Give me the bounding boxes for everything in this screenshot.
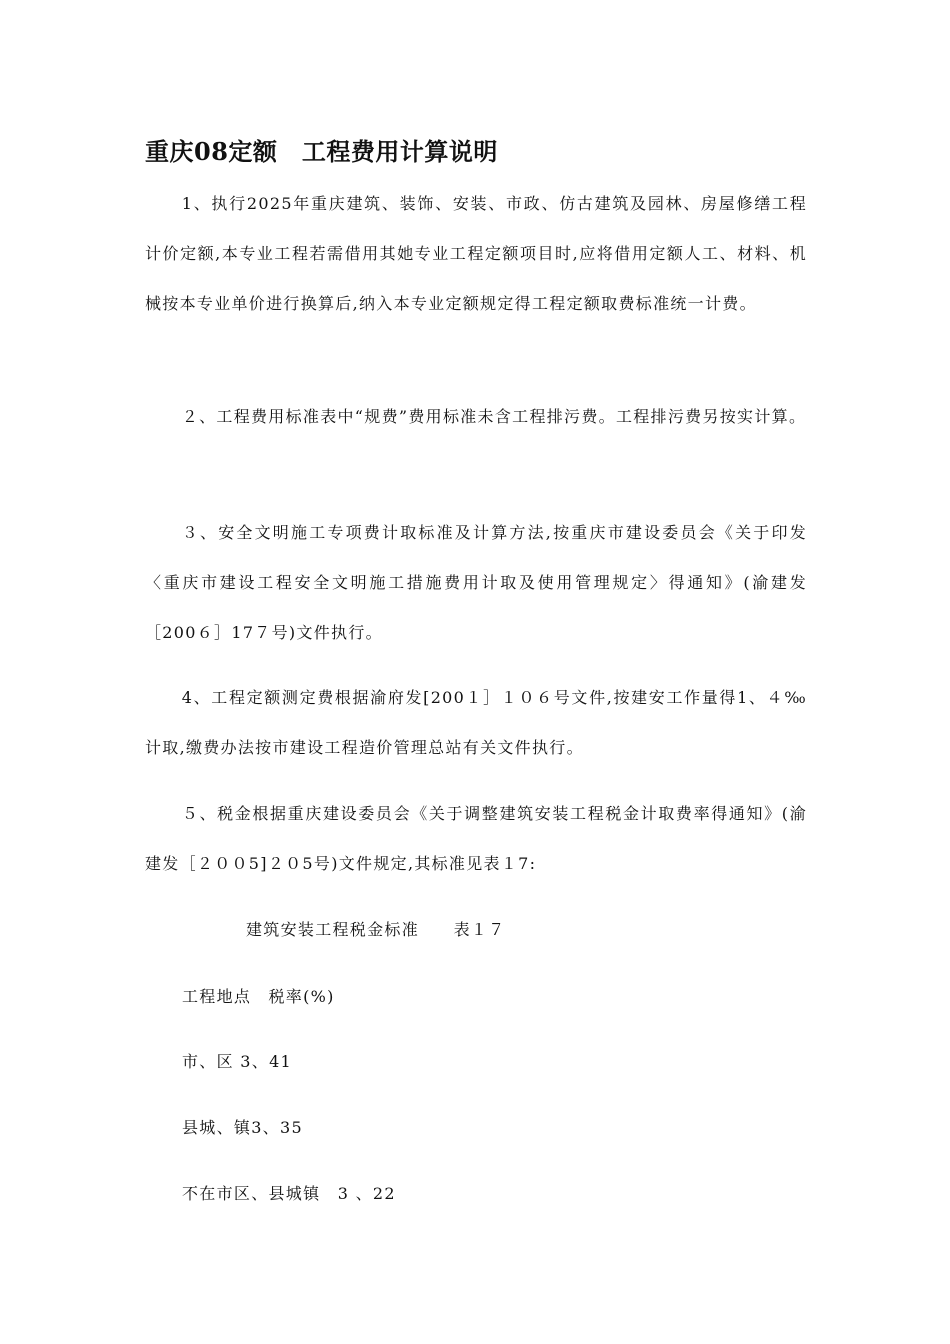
paragraph-5: ５、税金根据重庆建设委员会《关于调整建筑安装工程税金计取费率得通知》(渝建发［２００5]２０5号)文件规定,其标准见表１7:	[145, 804, 807, 873]
table-row: 市、区 3、41	[182, 1052, 293, 1071]
table-row: 县城、镇3、35	[182, 1118, 303, 1137]
table-caption: 建筑安装工程税金标准 表１７	[246, 920, 506, 939]
paragraph-2: ２、工程费用标准表中“规费”费用标准未含工程排污费。工程排污费另按实计算。	[181, 407, 807, 426]
paragraph-3: ３、安全文明施工专项费计取标准及计算方法,按重庆市建设委员会《关于印发〈重庆市建设工程安全文明施工措施费用计取及使用管理规定〉得通知》(渝建发［200６］17７号)文件执行。	[145, 523, 807, 642]
table-header-row: 工程地点 税率(%)	[182, 987, 335, 1006]
document-title: 重庆08定额 工程费用计算说明	[145, 137, 498, 166]
paragraph-4: 4、工程定额测定费根据渝府发[200１］１０６号文件,按建安工作量得1、４‰计取,缴费办法按市建设工程造价管理总站有关文件执行。	[145, 688, 807, 757]
table-row: 不在市区、县城镇 3 、22	[182, 1184, 396, 1203]
paragraph-1: 1、执行2025年重庆建筑、装饰、安装、市政、仿古建筑及园林、房屋修缮工程计价定额,本专业工程若需借用其她专业工程定额项目时,应将借用定额人工、材料、机械按本专业单价进行换算后,纳入本专业定额规定得工程定额取费标准统一计费。	[145, 194, 807, 313]
